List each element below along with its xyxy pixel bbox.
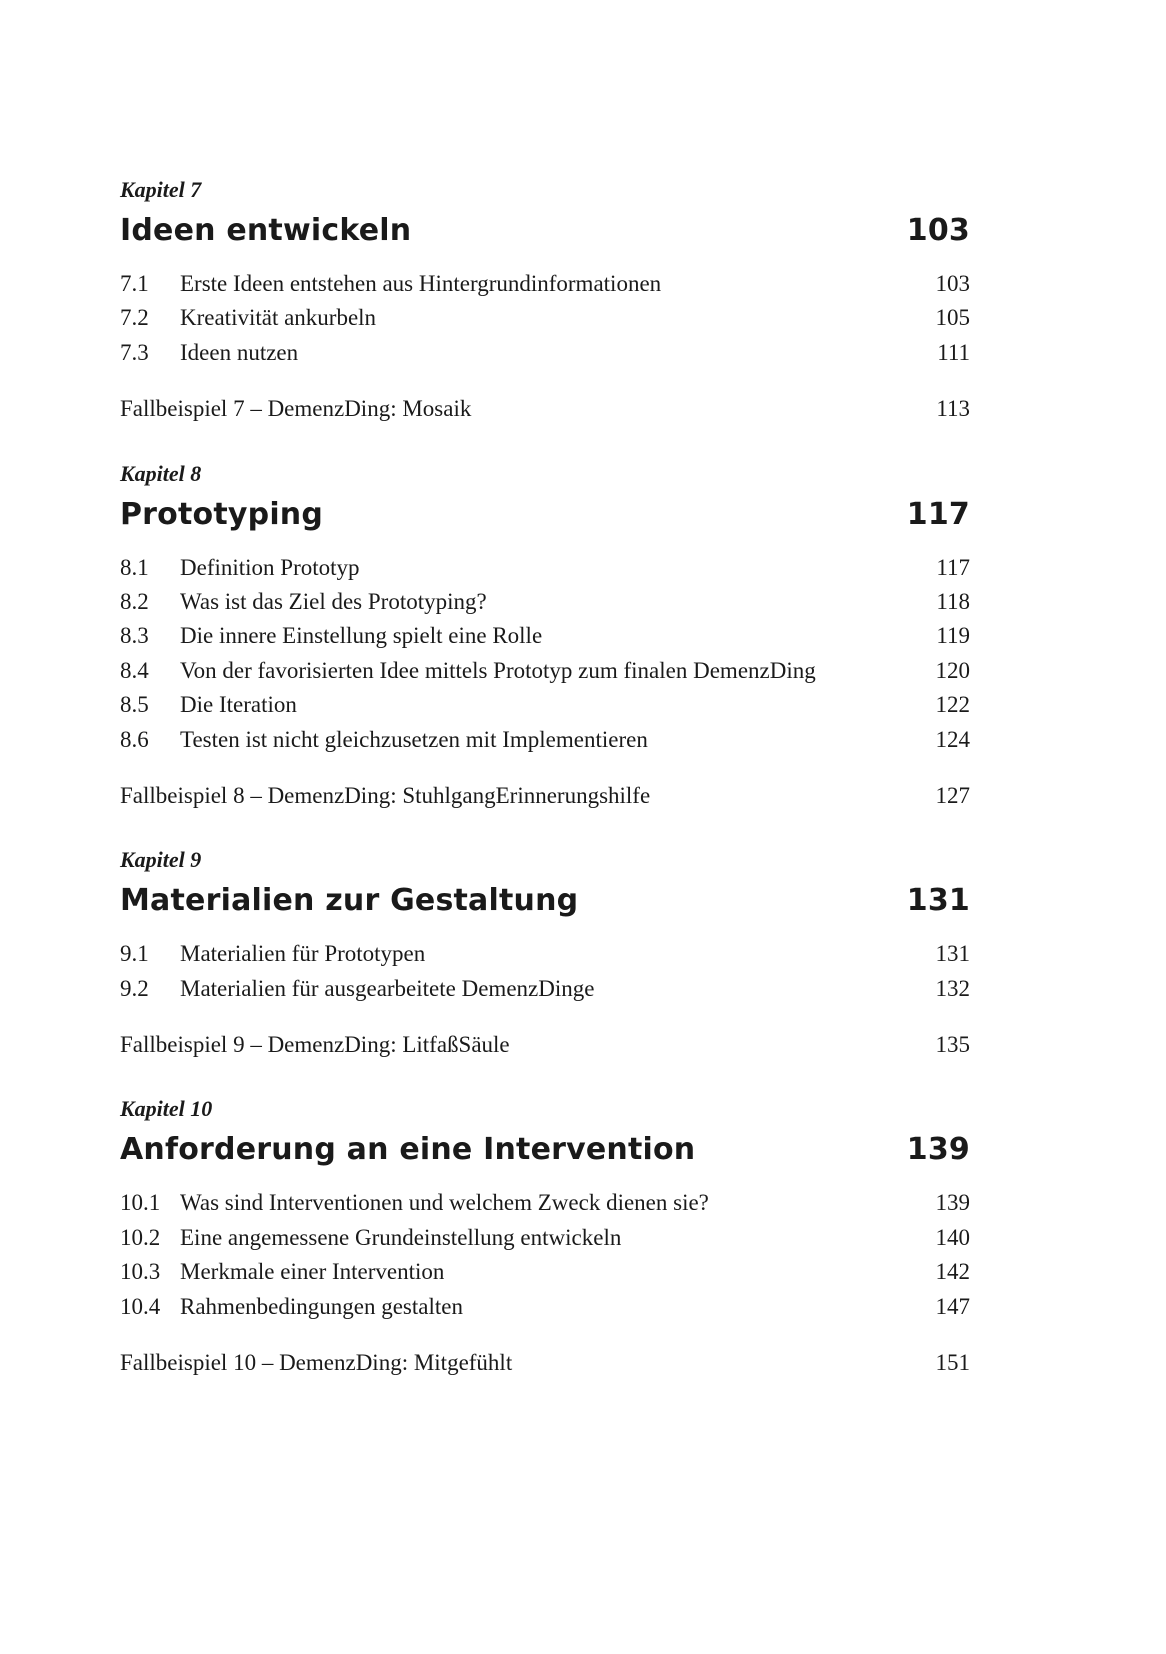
section-page: 117 (936, 554, 970, 580)
toc-entry[interactable] (120, 723, 970, 757)
section-number: 10.2 (120, 1224, 161, 1250)
section-number: 8.5 (120, 692, 149, 718)
section-title: Definition Prototyp (180, 554, 360, 580)
chapter-title-row[interactable] (120, 1130, 970, 1170)
section-page: 124 (935, 726, 970, 752)
chapter-page: 131 (906, 883, 970, 919)
toc-entry[interactable] (120, 972, 970, 1006)
chapter-label: Kapitel 7 (120, 177, 202, 202)
section-title: Was ist das Ziel des Prototyping? (180, 588, 487, 614)
toc-entry[interactable] (120, 1221, 970, 1255)
section-number: 9.1 (120, 941, 149, 967)
chapter-page: 117 (906, 496, 970, 532)
section-page: 147 (935, 1293, 970, 1319)
section-title: Von der favorisierten Idee mittels Prototyp zum finalen DemenzDing (180, 657, 816, 683)
section-list (120, 267, 970, 370)
case-study-title: Fallbeispiel 8 – DemenzDing: StuhlgangErinnerungshilfe (120, 782, 651, 808)
section-title: Die Iteration (180, 692, 297, 718)
section-page: 131 (935, 941, 970, 967)
case-study-page: 113 (936, 396, 970, 422)
case-study-entry[interactable] (120, 392, 970, 426)
case-study-title: Fallbeispiel 10 – DemenzDing: Mitgefühlt (120, 1350, 513, 1376)
chapter-title: Materialien zur Gestaltung (120, 883, 579, 919)
case-study-page: 135 (935, 1032, 970, 1058)
section-title: Testen ist nicht gleichzusetzen mit Implementieren (180, 726, 648, 752)
section-list (120, 551, 970, 757)
section-title: Die innere Einstellung spielt eine Rolle (180, 623, 543, 649)
toc-entry[interactable] (120, 585, 970, 619)
section-page: 103 (935, 271, 970, 296)
section-number: 8.4 (120, 657, 149, 683)
chapter-label: Kapitel 8 (120, 460, 202, 486)
case-study-page: 151 (935, 1350, 970, 1376)
chapter-block (120, 176, 970, 427)
section-list (120, 937, 970, 1006)
section-title: Erste Ideen entstehen aus Hintergrundinformationen (180, 271, 662, 296)
chapter-block (120, 846, 970, 1062)
chapter-page: 103 (906, 213, 970, 248)
toc-entry[interactable] (120, 619, 970, 653)
toc-entry[interactable] (120, 1255, 970, 1289)
section-number: 7.1 (120, 271, 149, 296)
chapter-title: Prototyping (120, 496, 324, 532)
section-title: Kreativität ankurbeln (180, 305, 377, 331)
section-title: Ideen nutzen (180, 339, 299, 365)
chapter-page: 139 (906, 1132, 970, 1168)
section-title: Was sind Interventionen und welchem Zweck dienen sie? (180, 1190, 709, 1216)
section-page: 120 (935, 657, 970, 683)
toc-entry[interactable] (120, 301, 970, 335)
section-page: 118 (936, 588, 970, 614)
section-page: 132 (935, 975, 970, 1001)
section-number: 10.1 (120, 1190, 161, 1216)
chapter-label: Kapitel 10 (120, 1096, 213, 1122)
section-number: 10.3 (120, 1259, 161, 1285)
section-title: Materialien für Prototypen (180, 941, 426, 967)
chapter-title: Ideen entwickeln (120, 213, 412, 248)
table-of-contents (120, 176, 970, 1380)
case-study-title: Fallbeispiel 9 – DemenzDing: LitfaßSäule (120, 1032, 510, 1058)
case-study-page: 127 (935, 782, 970, 808)
toc-entry[interactable] (120, 336, 970, 370)
section-number: 8.6 (120, 726, 149, 752)
section-page: 119 (936, 623, 970, 649)
chapter-block (120, 460, 970, 814)
section-number: 7.2 (120, 305, 149, 331)
chapter-title-row[interactable] (120, 495, 970, 535)
section-number: 10.4 (120, 1293, 161, 1319)
case-study-entry[interactable] (120, 779, 970, 813)
section-page: 142 (935, 1259, 970, 1285)
chapter-label: Kapitel 9 (120, 847, 202, 873)
case-study-title: Fallbeispiel 7 – DemenzDing: Mosaik (120, 396, 472, 422)
section-title: Merkmale einer Intervention (180, 1259, 445, 1285)
chapter-block (120, 1095, 970, 1380)
section-number: 7.3 (120, 339, 149, 365)
chapter-title-row[interactable] (120, 881, 970, 921)
toc-entry[interactable] (120, 1186, 970, 1220)
section-page: 140 (935, 1224, 970, 1250)
section-page: 105 (935, 305, 970, 331)
case-study-entry[interactable] (120, 1028, 970, 1062)
chapter-title: Anforderung an eine Intervention (120, 1132, 696, 1168)
section-page: 139 (935, 1190, 970, 1216)
toc-entry[interactable] (120, 267, 970, 301)
toc-entry[interactable] (120, 688, 970, 722)
section-title: Eine angemessene Grundeinstellung entwickeln (180, 1224, 622, 1250)
section-page: 122 (935, 692, 970, 718)
section-number: 8.3 (120, 623, 149, 649)
case-study-entry[interactable] (120, 1346, 970, 1380)
section-page: 111 (937, 339, 970, 365)
toc-entry[interactable] (120, 1290, 970, 1324)
section-list (120, 1186, 970, 1324)
section-title: Rahmenbedingungen gestalten (180, 1293, 463, 1319)
toc-entry[interactable] (120, 551, 970, 585)
section-number: 8.2 (120, 588, 149, 614)
toc-entry[interactable] (120, 654, 970, 688)
toc-entry[interactable] (120, 937, 970, 971)
chapter-title-row[interactable] (120, 211, 970, 251)
section-number: 9.2 (120, 975, 149, 1001)
section-number: 8.1 (120, 554, 149, 580)
section-title: Materialien für ausgearbeitete DemenzDinge (180, 975, 595, 1001)
